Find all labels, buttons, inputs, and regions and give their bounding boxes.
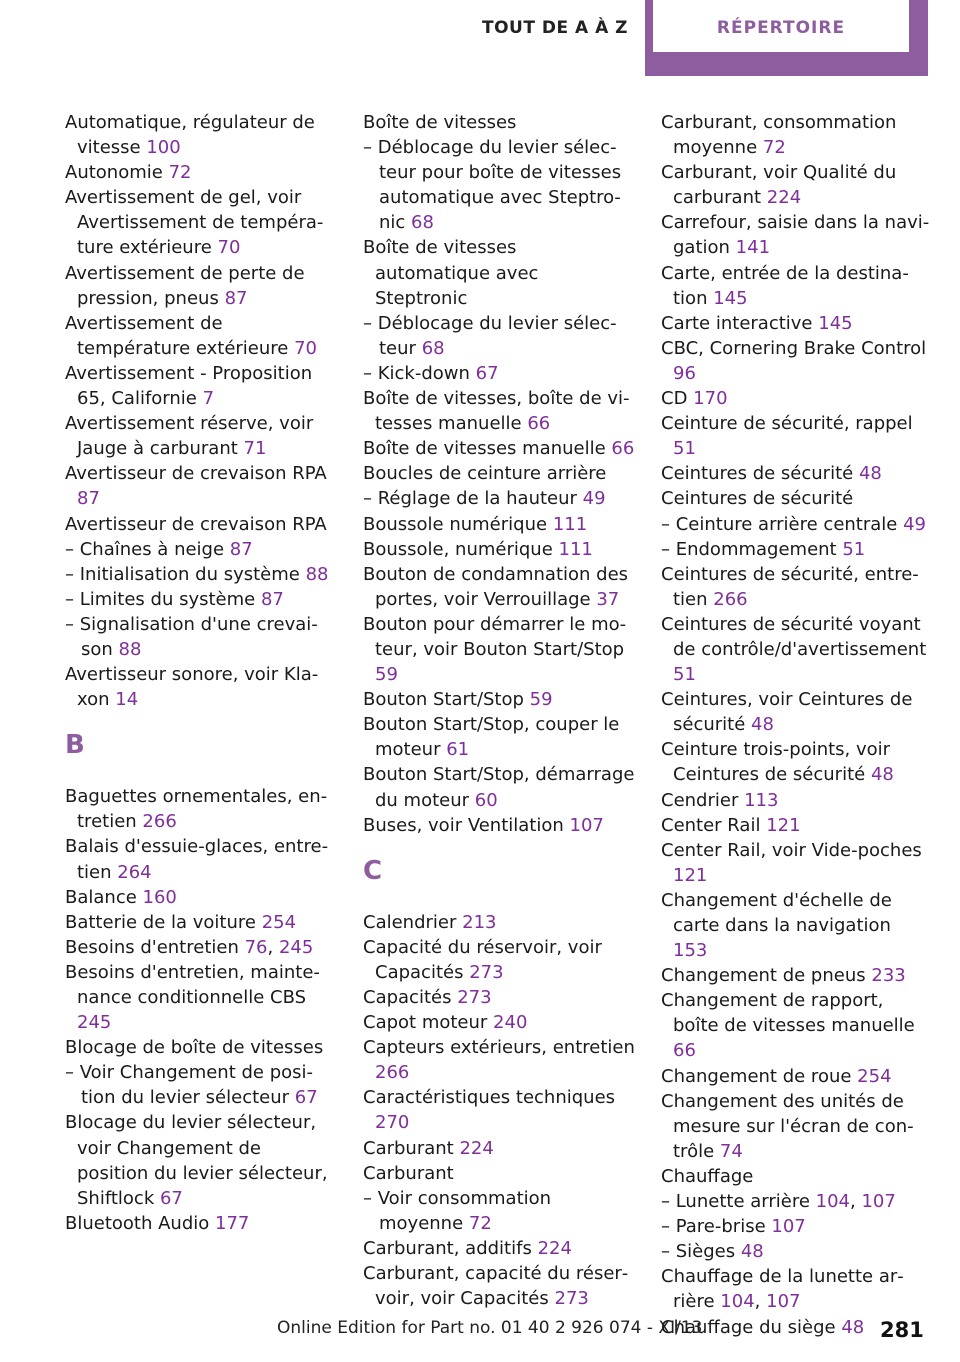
page-reference-link[interactable]: 51 (842, 538, 866, 560)
index-entry (363, 1136, 635, 1161)
index-entry-text: Bouton Start/Stop, couper le moteur (363, 714, 620, 761)
index-entry-text: – Voir Changement de position du levier sélecteur (65, 1062, 314, 1109)
page-reference-link[interactable]: 48 (841, 1316, 865, 1338)
page-reference-link[interactable]: 71 (243, 438, 267, 460)
index-entry (661, 210, 931, 260)
index-entry (65, 1110, 335, 1210)
index-entry (661, 838, 931, 888)
page-reference-link[interactable]: 170 (693, 388, 728, 410)
index-entry-text: Ceintures de sécurité, entretien (661, 563, 919, 610)
page-reference-link[interactable]: 68 (421, 337, 445, 359)
index-entry-text: – Ceinture arrière centrale (661, 513, 898, 535)
page-reference-link[interactable]: 177 (215, 1212, 250, 1234)
index-entry (363, 935, 635, 985)
page-reference-link[interactable]: 48 (751, 714, 774, 736)
index-entry-text: Boîte de vitesses manuelle (363, 438, 606, 460)
index-entry-text: Bouton Start/Stop, démarrage du moteur (363, 764, 635, 811)
index-entry-text: – Pare-brise (661, 1216, 766, 1238)
index-letter-heading: B (65, 730, 85, 761)
page-reference-link[interactable]: 88 (118, 638, 142, 660)
index-column-3 (661, 110, 931, 1340)
index-entry (65, 834, 335, 884)
index-entry-text: Carburant, capacité du réservoir, voir Capacités (363, 1263, 629, 1310)
index-entry (363, 712, 635, 762)
page-reference-link[interactable]: 72 (168, 162, 192, 184)
chapter-tab (645, 0, 928, 76)
index-entry (65, 311, 335, 361)
page-reference-link[interactable]: 61 (446, 739, 470, 761)
index-entry (65, 784, 335, 834)
page-reference-link[interactable]: 111 (552, 513, 588, 535)
index-entry-text: Cendrier (661, 789, 739, 811)
index-entry-text: Bouton Start/Stop (363, 689, 524, 711)
index-entry-text: Boussole numérique (363, 513, 548, 535)
page-reference-link[interactable]: 145 (818, 312, 853, 334)
page-reference-link[interactable]: 224 (537, 1237, 572, 1259)
index-subentry (661, 512, 931, 537)
index-entry: Besoins d'entretien 76, 245 (65, 936, 314, 958)
page-reference-link[interactable]: 96 (673, 362, 696, 384)
index-entry-text: Besoins d'entretien, maintenance conditionnelle CBS (65, 961, 320, 1008)
page-reference-link[interactable]: 245 (77, 1012, 112, 1034)
index-subentry (661, 1239, 931, 1264)
page-reference-link[interactable]: 266 (142, 811, 177, 833)
index-column-1 (65, 110, 335, 1236)
index-entry-text: Avertissement de température extérieure (65, 312, 289, 359)
index-entry (363, 110, 635, 135)
index-entry-text: Ceintures de sécurité voyant de contrôle/d'avertissement (661, 613, 927, 660)
index-entry (65, 411, 335, 461)
index-entry-text: Autonomie (65, 162, 163, 184)
footer-edition: Online Edition for Part no. 01 40 2 926 074 - XI/13 (277, 1318, 703, 1338)
index-entry-text: Capteurs extérieurs, entretien (363, 1037, 635, 1059)
page-reference-link[interactable]: 70 (217, 237, 241, 259)
index-entry-text: – Endommagement (661, 538, 837, 560)
page-reference-link[interactable]: 224 (459, 1137, 494, 1159)
index-entry-text: Automatique, régulateur de vitesse (65, 112, 315, 159)
index-entry-text: Calendrier (363, 911, 457, 933)
index-entry-text: Boussole, numérique (363, 538, 553, 560)
index-entry (661, 687, 931, 737)
index-entry-text: – Déblocage du levier sélecteur pour boîte de vitesses automatique avec Steptronic (363, 137, 622, 234)
index-entry (661, 160, 931, 210)
index-entry (661, 988, 931, 1063)
index-entry (661, 311, 931, 336)
section-title: TOUT DE A À Z (482, 18, 628, 38)
index-entry (363, 762, 635, 812)
page-reference-link[interactable]: 245 (278, 936, 314, 958)
index-entry-text: Center Rail, voir Vide-poches (661, 839, 922, 861)
index-entry (363, 1236, 635, 1261)
index-subentry (661, 537, 931, 562)
page-reference-link[interactable]: 66 (611, 438, 635, 460)
index-entry (661, 562, 931, 612)
index-entry (65, 1211, 335, 1236)
index-entry (363, 985, 635, 1010)
page-reference-link[interactable]: 254 (261, 911, 297, 933)
index-entry (65, 960, 335, 1035)
index-entry-text: – Réglage de la hauteur (363, 488, 577, 510)
index-entry (661, 737, 931, 787)
index-entry-text: Blocage du levier sélecteur, voir Changement de position du levier sélecteur, Shiftlock (65, 1112, 328, 1209)
page-reference-link[interactable]: 224 (766, 187, 802, 209)
index-entry (65, 261, 335, 311)
index-entry (363, 612, 635, 687)
index-entry-text: Boîte de vitesses automatique avec Steptronic (363, 237, 539, 309)
index-subentry (65, 537, 335, 562)
index-entry (65, 160, 335, 185)
page-reference-link[interactable]: 51 (673, 664, 696, 686)
chapter-tab-label: RÉPERTOIRE (716, 18, 846, 38)
index-entry-text: Besoins d'entretien (65, 936, 239, 958)
page-reference-link[interactable]: 51 (673, 438, 696, 460)
index-letter-heading: C (363, 855, 383, 886)
index-entry (363, 910, 635, 935)
index-entry (65, 910, 335, 935)
index-entry (661, 461, 931, 486)
index-entry-text: Changement d'échelle de carte dans la navigation (661, 889, 892, 936)
index-entry-text: Balais d'essuie-glaces, entretien (65, 836, 329, 883)
page-reference-link[interactable]: 107 (861, 1191, 896, 1213)
index-entry-text: Chauffage de la lunette arrière (661, 1266, 904, 1313)
page-reference-link[interactable]: 141 (735, 237, 771, 259)
index-entry-text: Carte interactive (661, 312, 813, 334)
index-entry-text: – Sièges (661, 1241, 736, 1263)
index-entry (661, 813, 931, 838)
index-subentry (363, 311, 635, 361)
page-reference-link[interactable]: 270 (375, 1112, 410, 1134)
index-entry-text: Capacité du réservoir, voir Capacités (363, 936, 602, 983)
page-reference-link[interactable]: 72 (468, 1212, 492, 1234)
index-entry (363, 1261, 635, 1311)
page-reference-link[interactable]: 48 (740, 1241, 764, 1263)
index-entry (661, 110, 931, 160)
index-entry-text: Carburant (363, 1162, 454, 1184)
page-reference-link[interactable]: 70 (294, 337, 318, 359)
page-reference-link[interactable]: 107 (771, 1216, 806, 1238)
index-entry-text: – Déblocage du levier sélecteur (363, 312, 617, 359)
index-entry (661, 336, 931, 386)
index-entry (363, 461, 635, 486)
page-reference-link[interactable]: 240 (493, 1012, 528, 1034)
index-entry-text: Carburant (363, 1137, 454, 1159)
page-reference-link[interactable]: 72 (762, 137, 786, 159)
page-reference-link[interactable]: 68 (411, 212, 434, 234)
index-entry (363, 235, 635, 310)
index-entry-text: Avertisseur de crevaison RPA (65, 513, 327, 535)
index-entry (661, 963, 931, 988)
index-entry (363, 1085, 635, 1135)
index-entry-text: Baguettes ornementales, entretien (65, 786, 328, 833)
page-reference-link[interactable]: 66 (527, 413, 551, 435)
index-entry-text: Bouton pour démarrer le moteur, voir Bouton Start/Stop (363, 613, 627, 660)
page-reference-link[interactable]: 59 (375, 664, 398, 686)
index-entry-text: Carte, entrée de la destination (661, 262, 909, 309)
page-reference-link[interactable]: 107 (766, 1291, 801, 1313)
page-reference-link[interactable]: 153 (673, 940, 708, 962)
index-entry (363, 386, 635, 436)
page-reference-link[interactable]: 107 (569, 814, 604, 836)
index-subentry (363, 486, 635, 511)
index-entry-text: Bouton de condamnation des portes, voir Verrouillage (363, 563, 629, 610)
index-subentry (65, 1060, 335, 1110)
index-entry (65, 512, 335, 537)
chapter-tab-inner (653, 0, 909, 52)
page-reference-link[interactable]: 87 (229, 538, 253, 560)
page-reference-link[interactable]: 121 (673, 864, 708, 886)
page-reference-link[interactable]: 37 (596, 588, 620, 610)
index-entry-text: Ceintures, voir Ceintures de sécurité (661, 689, 913, 736)
index-entry (65, 1035, 335, 1060)
index-entry (661, 261, 931, 311)
index-entry-text: – Signalisation d'une crevaison (65, 613, 318, 660)
index-entry (661, 1064, 931, 1089)
index-entry (661, 612, 931, 687)
page-reference-link[interactable]: 59 (529, 689, 553, 711)
page-reference-link[interactable]: 67 (159, 1187, 183, 1209)
page-reference-link[interactable]: 113 (744, 789, 779, 811)
index-subentry (65, 612, 335, 662)
index-entry-text: – Voir consommation moyenne (363, 1187, 552, 1234)
index-entry-text: Balance (65, 886, 137, 908)
page-reference-link[interactable]: 266 (375, 1062, 410, 1084)
index-entry (661, 1164, 931, 1189)
page-reference-link[interactable]: 87 (77, 488, 100, 510)
index-entry-text: Avertisseur de crevaison RPA (65, 463, 327, 485)
page-reference-link[interactable]: 67 (294, 1087, 318, 1109)
index-entry (65, 185, 335, 260)
index-entry (363, 512, 635, 537)
index-entry (65, 885, 335, 910)
index-entry-text: Avertisseur sonore, voir Klaxon (65, 664, 319, 711)
index-entry-text: – Kick-down (363, 362, 470, 384)
index-entry-text: Carburant, voir Qualité du carburant (661, 162, 897, 209)
index-column-2 (363, 110, 635, 1311)
index-entry-text: CBC, Cornering Brake Control (661, 337, 927, 359)
index-entry (65, 361, 335, 411)
page-reference-link[interactable]: 273 (469, 961, 504, 983)
index-entry-text: Bluetooth Audio (65, 1212, 210, 1234)
index-entry (661, 888, 931, 963)
index-entry (661, 486, 931, 511)
page-reference-link[interactable]: 87 (260, 588, 284, 610)
index-entry (65, 662, 335, 712)
index-entry-text: Avertissement de gel, voir Avertissement de température extérieure (65, 187, 324, 259)
index-entry-text: Avertissement - Proposition 65, Californie (65, 362, 313, 410)
index-entry-text: Capacités (363, 987, 452, 1008)
page-reference-link[interactable]: 233 (871, 965, 906, 987)
index-entry-text: – Chaînes à neige (65, 538, 225, 560)
index-entry-text: Blocage de boîte de vitesses (65, 1037, 324, 1059)
index-entry-text: – Initialisation du système (65, 563, 300, 585)
index-entry-text: Carrefour, saisie dans la navigation (661, 212, 930, 259)
index-subentry (363, 361, 635, 386)
page-reference-link[interactable]: 48 (870, 764, 894, 786)
page-reference-link[interactable]: 264 (117, 861, 152, 883)
page-reference-link[interactable]: 254 (857, 1065, 892, 1087)
index-entry-text: Changement de roue (661, 1065, 852, 1087)
index-entry: Chauffage de la lunette arrière 104, 107 (661, 1266, 904, 1313)
page-reference-link[interactable]: 100 (146, 137, 181, 159)
index-entry (65, 110, 335, 160)
index-entry (363, 1161, 635, 1186)
page-reference-link[interactable]: 104 (815, 1191, 850, 1213)
index-subentry (65, 562, 335, 587)
page-reference-link[interactable]: 121 (766, 814, 801, 836)
page-reference-link[interactable]: 49 (903, 513, 927, 535)
index-entry-text: Ceintures de sécurité (661, 488, 854, 510)
page-reference-link[interactable]: 145 (713, 287, 748, 309)
index-entry-text: Carburant, consommation moyenne (661, 112, 897, 159)
index-entry (661, 1089, 931, 1164)
index-entry (661, 386, 931, 411)
index-entry (363, 687, 635, 712)
page-reference-link[interactable]: 74 (719, 1140, 743, 1162)
page-reference-link[interactable]: 7 (202, 388, 215, 410)
index-subentry (661, 1214, 931, 1239)
page-reference-link[interactable]: 213 (462, 911, 497, 933)
index-entry-text: CD (661, 388, 688, 410)
index-entry (363, 1010, 635, 1035)
index-entry-text: Changement de pneus (661, 965, 866, 987)
index-entry-text: Boîte de vitesses, boîte de vitesses manuelle (363, 388, 630, 435)
page-reference-link[interactable]: 266 (713, 588, 748, 610)
index-entry-text: Ceintures de sécurité (661, 463, 854, 485)
page-reference-link[interactable]: 76 (244, 936, 268, 958)
index-entry-text: Carburant, additifs (363, 1237, 532, 1259)
index-entry-text: Avertissement de perte de pression, pneus (65, 262, 305, 309)
page-reference-link[interactable]: 87 (224, 287, 248, 309)
index-entry-text: Avertissement réserve, voir Jauge à carburant (65, 413, 314, 460)
index-subentry (363, 1186, 635, 1236)
page-reference-link[interactable]: 14 (115, 689, 139, 711)
index-entry-text: Ceinture de sécurité, rappel (661, 413, 913, 435)
index-entry-text: Batterie de la voiture (65, 911, 256, 933)
page-reference-link[interactable]: 273 (457, 987, 492, 1008)
page-reference-link[interactable]: 160 (142, 886, 177, 908)
index-entry-text: Buses, voir Ventilation (363, 814, 564, 836)
index-entry-text: – Lunette arrière (661, 1191, 810, 1213)
index-entry-text: Ceinture trois-points, voir Ceintures de sécurité (661, 739, 891, 786)
index-entry-text: Capot moteur (363, 1012, 488, 1034)
index-entry-text: Boîte de vitesses (363, 112, 517, 133)
index-entry-text: Changement de rapport, boîte de vitesses manuelle (661, 990, 915, 1037)
index-entry (661, 788, 931, 813)
index-entry-text: Changement des unités de mesure sur l'écran de contrôle (661, 1090, 914, 1162)
index-entry (363, 537, 635, 562)
page-reference-link[interactable]: 104 (720, 1291, 755, 1313)
index-subentry (363, 135, 635, 235)
page-reference-link[interactable]: 49 (582, 488, 606, 510)
index-entry-text: Chauffage du siège (661, 1316, 836, 1338)
page-reference-link[interactable]: 48 (858, 463, 882, 485)
index-entry (65, 461, 335, 511)
page-reference-link[interactable]: 88 (305, 563, 329, 585)
page-reference-link[interactable]: 66 (673, 1040, 696, 1062)
index-entry (363, 813, 635, 838)
index-subentry: – Lunette arrière 104, 107 (661, 1191, 896, 1213)
page-reference-link[interactable]: 67 (475, 362, 499, 384)
index-entry-text: Boucles de ceinture arrière (363, 463, 607, 485)
index-entry (363, 562, 635, 612)
page-number: 281 (880, 1318, 924, 1342)
index-entry-text: Caractéristiques techniques (363, 1087, 616, 1109)
page-reference-link[interactable]: 273 (554, 1288, 589, 1310)
index-entry (661, 411, 931, 461)
index-entry (363, 1035, 635, 1085)
index-entry-text: Chauffage (661, 1165, 754, 1187)
index-entry (363, 436, 635, 461)
page-reference-link[interactable]: 111 (558, 538, 593, 560)
index-entry-text: Center Rail (661, 814, 761, 836)
index-entry-text: – Limites du système (65, 588, 256, 610)
page-reference-link[interactable]: 60 (474, 789, 498, 811)
index-subentry (65, 587, 335, 612)
